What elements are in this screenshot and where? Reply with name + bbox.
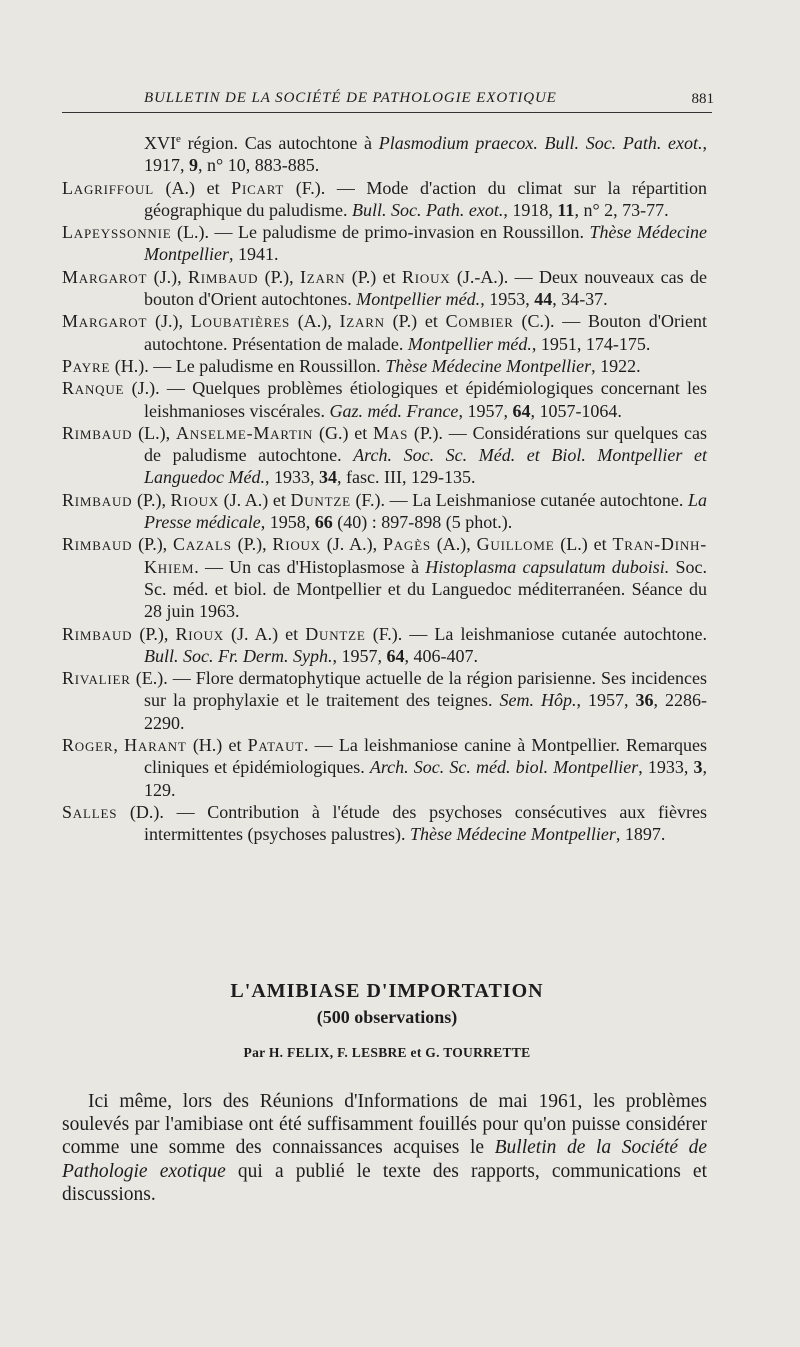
article-paragraph <box>62 1090 707 1206</box>
ref-author: Mas <box>373 422 409 443</box>
ref-text: (P.), <box>258 266 301 287</box>
ref-text: . — Un cas d'Histoplasmose à <box>194 556 426 577</box>
ref-text: (P.), <box>132 534 174 555</box>
reference-entry <box>62 377 707 422</box>
ref-text: , 1957, <box>458 400 513 421</box>
article-subtitle: (500 observations) <box>316 1007 458 1027</box>
ref-journal: Bull. Soc. Fr. Derm. Syph. <box>144 645 333 666</box>
ref-author: Tran-Dinh-Khiem <box>144 534 707 577</box>
ref-text: , n° 2, 73-77. <box>574 199 669 220</box>
ref-author: Duntze <box>290 489 351 510</box>
ref-author: Rimbaud <box>187 266 259 287</box>
ref-journal: Gaz. méd. France <box>329 400 459 421</box>
ref-journal: Montpellier méd. <box>407 333 532 354</box>
ref-text: (A.), <box>290 311 340 332</box>
ref-author: Rioux <box>272 534 321 555</box>
ref-journal: Sem. Hôp. <box>499 690 577 711</box>
ref-author: Izarn <box>339 311 385 332</box>
ref-text: . — La leishmaniose canine à Montpellier. Remarques cliniques et épidémiologiques. <box>144 735 708 778</box>
ref-author: Salles <box>62 801 118 822</box>
reference-entry <box>62 310 707 355</box>
ref-author: Rimbaud <box>62 489 133 510</box>
ref-author: Rivalier <box>62 668 131 689</box>
paragraph-text: qui a publié le texte des rapports, communications et discussions. <box>62 1160 708 1205</box>
ref-volume: 9 <box>189 155 198 176</box>
ref-text: (C.). — Bouton d'Orient autochtone. Présentation de malade. <box>144 311 707 354</box>
ref-text: (P.), <box>132 489 171 510</box>
paragraph-journal: Bulletin de la Société de Pathologie exotique <box>62 1137 708 1182</box>
ref-text: Soc. Sc. méd. et biol. de Montpellier et du Languedoc méditerranéen. Séance du 28 juin 1963. <box>144 556 707 622</box>
ref-journal: Thèse Médecine Montpellier <box>144 222 707 265</box>
ref-text: (F.). — Mode d'action du climat sur la répartition géographique du paludisme. <box>144 177 707 220</box>
reference-entry <box>62 355 707 377</box>
ref-text: (40) : 897-898 (5 phot.). <box>332 512 513 533</box>
ref-author: Guillome <box>476 534 555 555</box>
reference-entry <box>62 266 707 311</box>
reference-entry <box>62 533 707 622</box>
ref-journal: Arch. Soc. Sc. méd. biol. Montpellier <box>369 757 639 778</box>
ref-text: (F.). — La Leishmaniose cutanée autochtone. <box>350 489 688 510</box>
ref-text: (P.), <box>231 534 273 555</box>
ref-volume: 3 <box>693 757 703 778</box>
ref-author: Picart <box>231 177 285 198</box>
ref-author: Rimbaud <box>62 534 133 555</box>
ref-text: , 1897. <box>615 824 666 845</box>
ref-text: , 1953, <box>480 289 535 310</box>
ref-journal: Arch. Soc. Sc. Méd. et Biol. Montpellier et Languedoc Méd. <box>144 445 707 488</box>
ref-text: , 34-37. <box>552 289 608 310</box>
ref-text: (A.) et <box>153 177 232 198</box>
ref-text: (H.) et <box>186 735 248 756</box>
paragraph-text: Ici même, lors des Réunions d'Informations de mai 1961, les problèmes soulevés par l'amibiase ont été suffisamment fouillés pour qu'on puisse considérer comme une somme des connaissances acquises le <box>62 1091 707 1159</box>
ref-text: , 1057-1064. <box>530 400 622 421</box>
ref-author: Loubatières <box>190 311 290 332</box>
ref-text: , 1951, 174-175. <box>531 333 651 354</box>
page-number: 881 <box>691 91 714 107</box>
ref-journal: La Presse médicale <box>144 489 707 533</box>
ref-author: Anselme-Martin <box>175 422 314 443</box>
running-title: BULLETIN DE LA SOCIÉTÉ DE PATHOLOGIE EXOTIQUE <box>144 90 557 106</box>
ref-author: Cazals <box>173 534 232 555</box>
ref-author: Izarn <box>300 266 346 287</box>
ref-text: (H.). — Le paludisme en Roussillon. <box>110 355 386 376</box>
reference-entry <box>62 801 707 846</box>
ref-author: Pagès <box>382 534 431 555</box>
ref-text: (J.), <box>147 266 188 287</box>
ref-volume: 11 <box>557 199 575 220</box>
ref-journal: Bull. Soc. Path. exot. <box>351 199 504 220</box>
ref-text: (P.) et <box>345 266 402 287</box>
reference-entry <box>62 734 707 801</box>
ref-author: Rimbaud <box>62 422 133 443</box>
ref-author: Lapeyssonnie <box>62 222 172 243</box>
ref-author: Rioux <box>401 266 451 287</box>
ref-superscript: e <box>176 133 181 145</box>
ref-text: (J. A.) et <box>223 623 306 644</box>
ref-text: , n° 10, 883-885. <box>198 155 320 176</box>
ref-author: Combier <box>445 311 514 332</box>
ref-text: , 1933, <box>264 467 319 488</box>
ref-volume: 66 <box>314 512 333 533</box>
article-authors: Par H. FELIX, F. LESBRE et G. TOURRETTE <box>243 1045 531 1060</box>
ref-author: Duntze <box>305 623 366 644</box>
ref-journal: Thèse Médecine Montpellier <box>409 824 616 845</box>
ref-text: XVI <box>144 133 176 153</box>
ref-author: Roger <box>62 735 114 756</box>
running-header <box>62 90 712 113</box>
ref-text: (D.). — Contribution à l'étude des psychoses consécutives aux fièvres intermittentes (psychoses palustres). <box>117 801 707 845</box>
ref-text: (J. A.), <box>320 534 383 555</box>
ref-text: (L.) et <box>554 534 613 555</box>
ref-text: (P.), <box>132 623 176 644</box>
ref-text: (J.), <box>147 311 191 332</box>
ref-text: , 1917, <box>144 133 707 176</box>
ref-volume: 64 <box>386 645 405 666</box>
ref-text: (J. A.) et <box>219 489 291 510</box>
ref-text: , 129. <box>144 757 707 800</box>
ref-journal: Histoplasma capsulatum duboisi. <box>425 556 670 577</box>
ref-text: , 1922. <box>591 355 641 376</box>
ref-journal: Plasmodium praecox. Bull. Soc. Path. exot. <box>378 133 703 153</box>
ref-text: (G.) et <box>313 422 374 443</box>
ref-text: (J.). — Quelques problèmes étiologiques et épidémiologiques concernant les leishmanioses viscérales. <box>124 378 707 421</box>
ref-author: Rioux <box>175 623 224 644</box>
ref-text: région. Cas autochtone à <box>180 133 379 153</box>
ref-author: Rioux <box>170 489 220 510</box>
ref-author: Rimbaud <box>62 623 133 644</box>
ref-author: Harant <box>124 735 187 756</box>
ref-volume: 44 <box>534 289 553 310</box>
ref-author: Ranque <box>62 378 125 399</box>
ref-text: (L.). — Le paludisme de primo-invasion en Roussillon. <box>171 222 590 243</box>
article-title: L'AMIBIASE D'IMPORTATION <box>230 980 544 1002</box>
reference-entry <box>144 128 707 177</box>
ref-author: Payre <box>62 355 111 376</box>
reference-entry <box>62 667 707 734</box>
ref-text: , 2286-2290. <box>144 690 708 733</box>
ref-text: , fasc. III, 129-135. <box>336 467 476 488</box>
ref-text: , 1958, <box>260 512 315 533</box>
ref-author: Pataut <box>247 735 305 756</box>
ref-author: Margarot <box>62 266 148 287</box>
reference-entry <box>62 422 707 489</box>
ref-text: , <box>113 735 125 756</box>
ref-text: (L.), <box>132 422 176 443</box>
ref-author: Margarot <box>62 311 148 332</box>
reference-entry <box>62 489 707 534</box>
ref-text: , 1957, <box>332 645 387 666</box>
ref-text: , 1957, <box>576 690 636 711</box>
ref-text: , 406-407. <box>404 645 478 666</box>
ref-volume: 64 <box>512 400 531 421</box>
ref-journal: Montpellier méd. <box>356 289 481 310</box>
ref-text: (A.), <box>430 534 477 555</box>
ref-volume: 36 <box>635 690 654 711</box>
ref-author: Lagriffoul <box>62 177 154 198</box>
reference-entry <box>62 177 707 222</box>
ref-text: (E.). — Flore dermatophytique actuelle de la région parisienne. Ses incidences sur la prophylaxie et le traitement des teignes. <box>130 668 707 711</box>
reference-list <box>62 128 707 846</box>
ref-journal: Thèse Médecine Montpellier <box>385 355 592 376</box>
ref-text: , 1918, <box>503 199 558 220</box>
ref-text: , 1941. <box>228 244 279 265</box>
ref-text: (P.) et <box>384 311 446 332</box>
ref-text: (P.). — Considérations sur quelques cas de paludisme autochtone. <box>144 422 708 466</box>
ref-text: (F.). — La leishmaniose cutanée autochtone. <box>365 623 707 644</box>
ref-text: (J.-A.). — Deux nouveaux cas de bouton d'Orient autochtones. <box>144 266 708 310</box>
reference-entry <box>62 221 707 266</box>
ref-text: , 1933, <box>638 757 694 778</box>
ref-volume: 34 <box>318 467 337 488</box>
reference-entry <box>62 623 707 668</box>
